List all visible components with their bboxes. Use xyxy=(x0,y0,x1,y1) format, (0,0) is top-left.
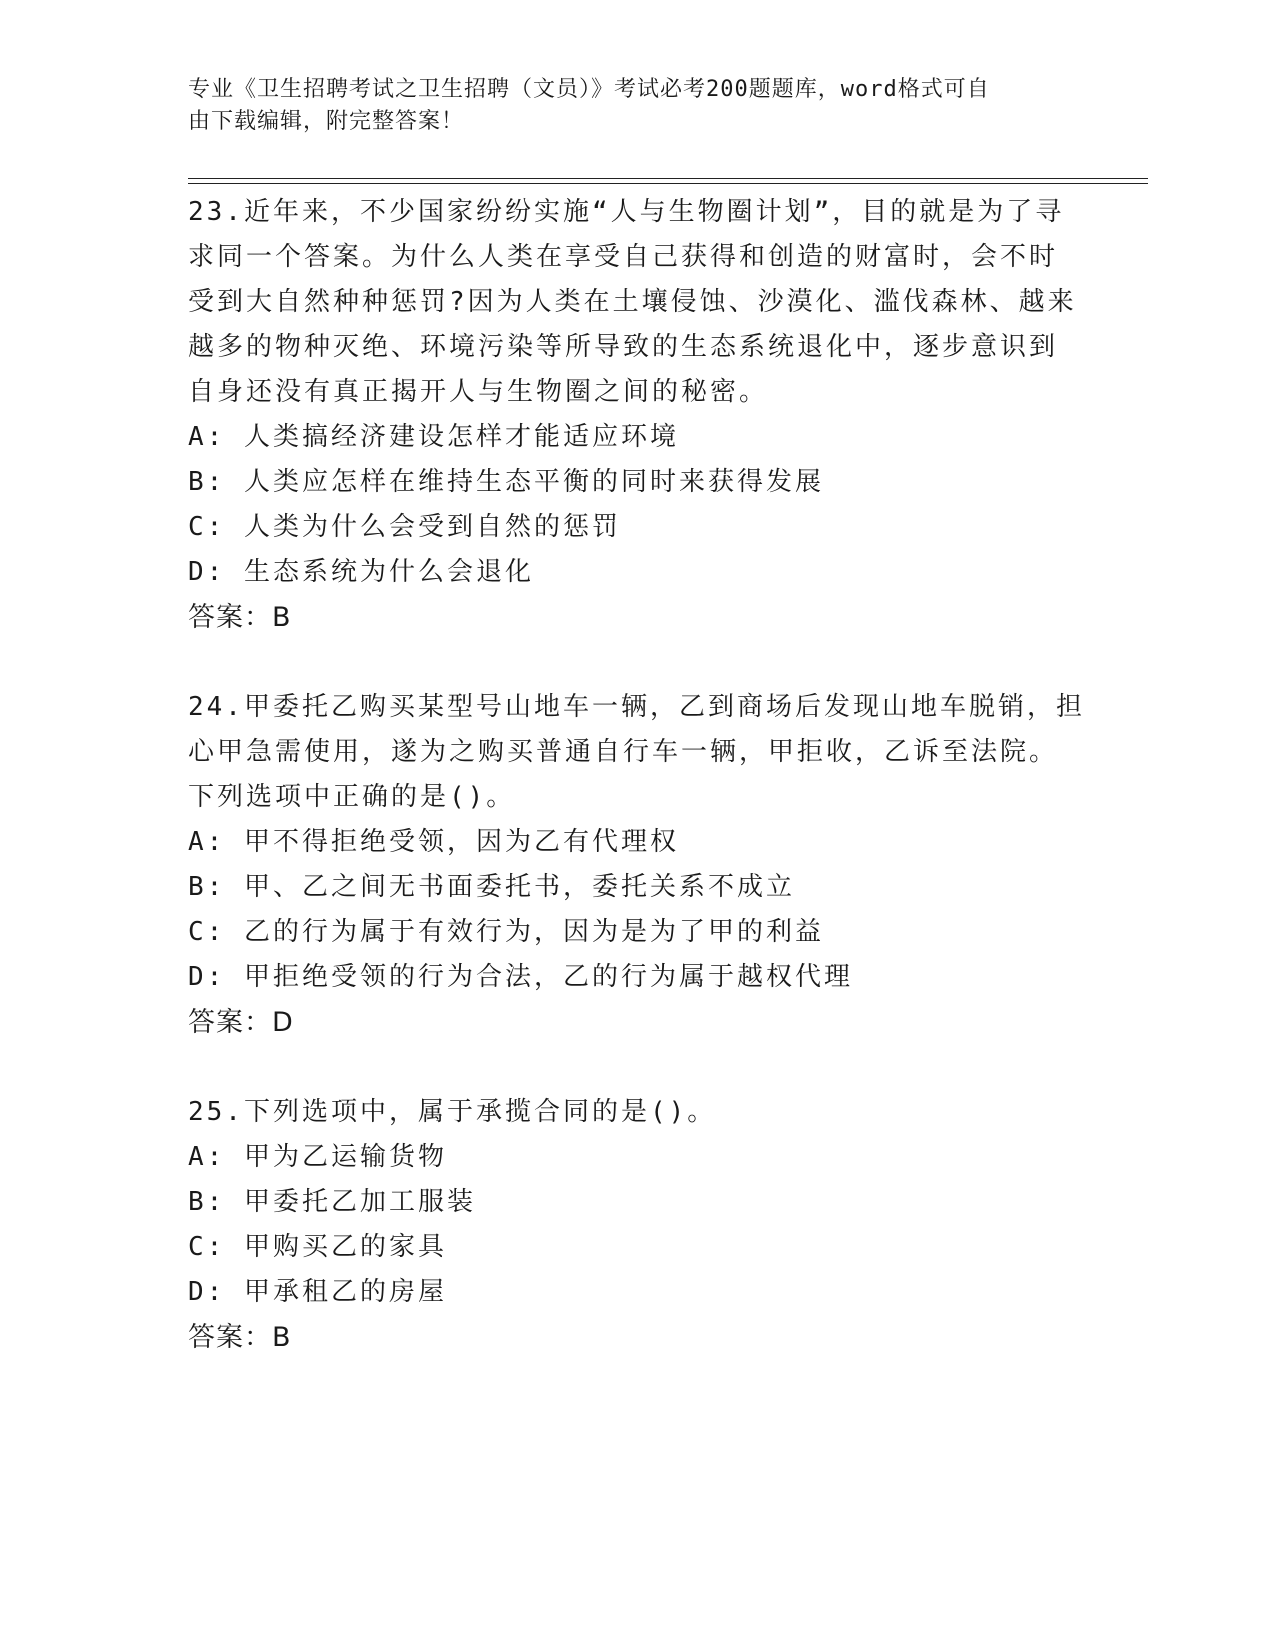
option-a: A: 甲不得拒绝受领，因为乙有代理权 xyxy=(188,827,679,857)
question-stem-line: 24.甲委托乙购买某型号山地车一辆，乙到商场后发现山地车脱销，担 xyxy=(188,692,1085,722)
option-d: D: 甲承租乙的房屋 xyxy=(188,1277,447,1307)
question-list xyxy=(188,190,1088,1405)
option-b: B: 人类应怎样在维持生态平衡的同时来获得发展 xyxy=(188,467,824,497)
question-stem-line: 23.近年来，不少国家纷纷实施“人与生物圈计划”，目的就是为了寻 xyxy=(188,197,1065,227)
header-divider-bottom xyxy=(188,183,1148,184)
answer-line: 答案：B xyxy=(188,602,292,633)
question-24 xyxy=(188,685,1088,1045)
answer-line: 答案：D xyxy=(188,1007,294,1038)
question-stem-line: 受到大自然种种惩罚?因为人类在土壤侵蚀、沙漠化、滥伐森林、越来 xyxy=(188,287,1077,317)
question-stem-line: 越多的物种灭绝、环境污染等所导致的生态系统退化中，逐步意识到 xyxy=(188,332,1059,362)
option-b: B: 甲、乙之间无书面委托书，委托关系不成立 xyxy=(188,872,795,902)
option-c: C: 乙的行为属于有效行为，因为是为了甲的利益 xyxy=(188,917,824,947)
header-divider-top xyxy=(188,178,1148,179)
answer-line: 答案：B xyxy=(188,1322,292,1353)
question-stem-line: 25.下列选项中，属于承揽合同的是()。 xyxy=(188,1097,717,1127)
question-stem-line: 求同一个答案。为什么人类在享受自己获得和创造的财富时，会不时 xyxy=(188,242,1059,272)
header-line-2: 由下载编辑，附完整答案！ xyxy=(188,109,465,134)
option-c: C: 人类为什么会受到自然的惩罚 xyxy=(188,512,621,542)
option-d: D: 生态系统为什么会退化 xyxy=(188,557,534,587)
question-25 xyxy=(188,1090,1088,1360)
option-b: B: 甲委托乙加工服装 xyxy=(188,1187,476,1217)
question-23 xyxy=(188,190,1088,640)
option-a: A: 人类搞经济建设怎样才能适应环境 xyxy=(188,422,679,452)
header-line-1: 专业《卫生招聘考试之卫生招聘（文员）》考试必考200题题库，word格式可自 xyxy=(188,77,990,102)
option-a: A: 甲为乙运输货物 xyxy=(188,1142,447,1172)
document-header xyxy=(188,74,1068,138)
question-stem-line: 自身还没有真正揭开人与生物圈之间的秘密。 xyxy=(188,377,769,407)
option-d: D: 甲拒绝受领的行为合法，乙的行为属于越权代理 xyxy=(188,962,853,992)
option-c: C: 甲购买乙的家具 xyxy=(188,1232,447,1262)
question-stem-line: 心甲急需使用，遂为之购买普通自行车一辆，甲拒收，乙诉至法院。 xyxy=(188,737,1059,767)
question-stem-line: 下列选项中正确的是()。 xyxy=(188,782,516,812)
